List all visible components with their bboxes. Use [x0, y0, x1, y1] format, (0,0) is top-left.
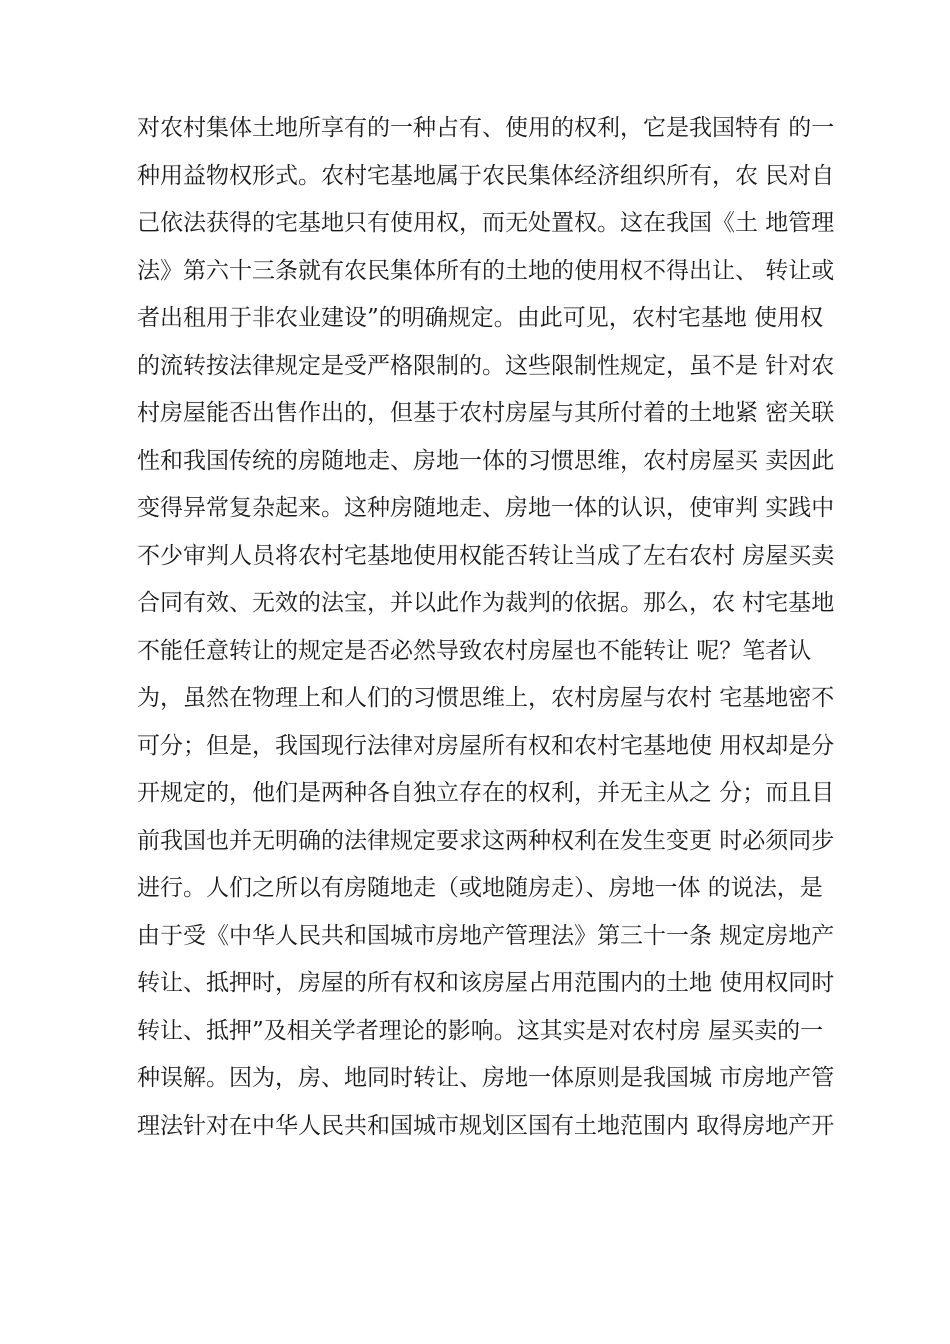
text-line: 的流转按法律规定是受严格限制的。这些限制性规定，虽不是 针对农 — [137, 352, 835, 379]
text-line: 可分；但是，我国现行法律对房屋所有权和农村宅基地使 用权却是分 — [137, 732, 835, 759]
text-line: 种用益物权形式。农村宅基地属于农民集体经济组织所有，农 民对自 — [137, 162, 835, 189]
text-line: 性和我国传统的房随地走、房地一体的习惯思维，农村房屋买 卖因此 — [137, 447, 835, 474]
text-line: 转让、抵押时，房屋的所有权和该房屋占用范围内的土地 使用权同时 — [137, 970, 835, 996]
text-line: 前我国也并无明确的法律规定要求这两种权利在发生变更 时必须同步 — [137, 827, 835, 854]
text-line: 理法针对在中华人民共和国城市规划区国有土地范围内 取得房地产开 — [137, 1112, 835, 1139]
text-line: 不少审判人员将农村宅基地使用权能否转让当成了左右农村 房屋买卖 — [137, 542, 835, 569]
text-line: 由于受《中华人民共和国城市房地产管理法》第三十一条 规定房地产 — [137, 922, 835, 949]
text-line: 合同有效、无效的法宝，并以此作为裁判的依据。那么，农 村宅基地 — [137, 590, 835, 616]
text-line: 不能任意转让的规定是否必然导致农村房屋也不能转让 呢？笔者认 — [137, 637, 812, 664]
text-line: 己依法获得的宅基地只有使用权，而无处置权。这在我国《土 地管理 — [137, 210, 835, 236]
text-line: 开规定的，他们是两种各自独立存在的权利，并无主从之 分；而且目 — [137, 780, 835, 806]
text-line: 者出租用于非农业建设”的明确规定。由此可见，农村宅基地 使用权 — [137, 305, 824, 331]
text-line: 进行。人们之所以有房随地走（或地随房走）、房地一体 的说法，是 — [137, 875, 823, 901]
text-line: 种误解。因为，房、地同时转让、房地一体原则是我国城 市房地产管 — [137, 1065, 835, 1091]
text-line: 村房屋能否出售作出的，但基于农村房屋与其所付着的土地紧 密关联 — [137, 400, 835, 426]
text-line: 法》第六十三条就有农民集体所有的土地的使用权不得出让、 转让或 — [137, 257, 835, 284]
text-line: 对农村集体土地所享有的一种占有、使用的权利，它是我国特有 的一 — [137, 115, 835, 141]
text-line: 变得异常复杂起来。这种房随地走、房地一体的认识，使审判 实践中 — [137, 495, 835, 521]
body-text — [137, 105, 837, 1150]
text-line: 为，虽然在物理上和人们的习惯思维上，农村房屋与农村 宅基地密不 — [137, 685, 835, 711]
text-line: 转让、抵押”及相关学者理论的影响。这其实是对农村房 屋买卖的一 — [137, 1017, 824, 1044]
